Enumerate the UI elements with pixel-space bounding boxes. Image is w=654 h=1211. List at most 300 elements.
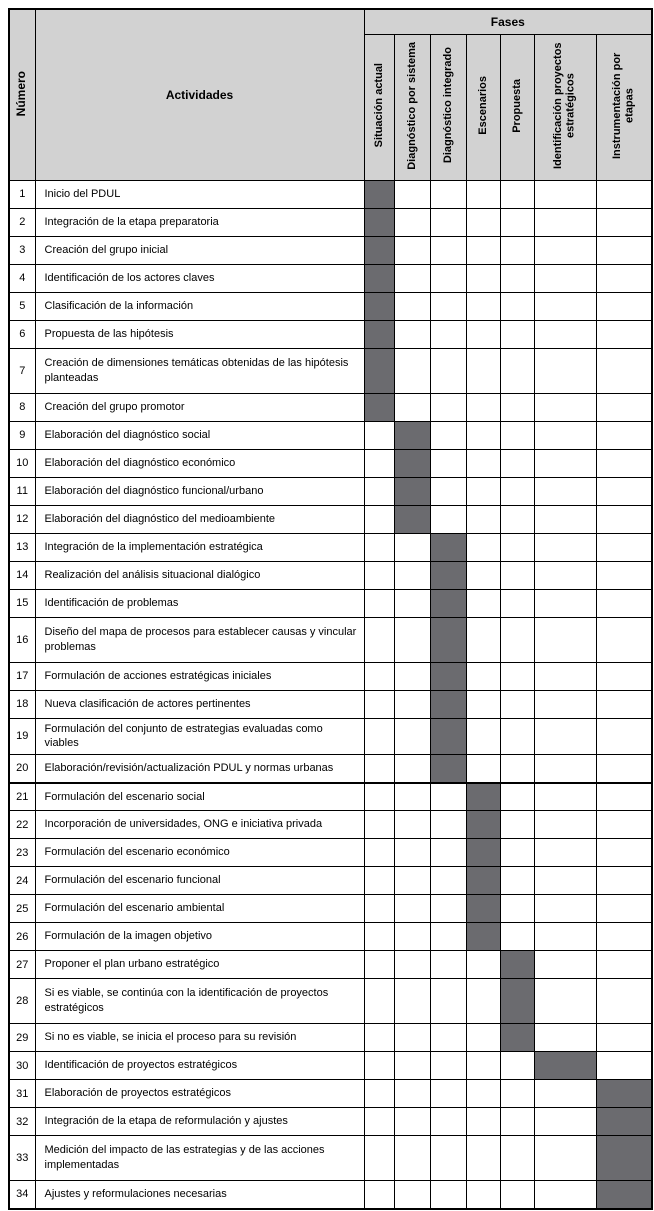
- table-row: [9, 1052, 652, 1080]
- phase-empty-cell: [500, 208, 534, 236]
- phase-empty-cell: [466, 1108, 500, 1136]
- phase-empty-cell: [466, 662, 500, 690]
- phase-empty-cell: [596, 421, 652, 449]
- phase-empty-cell: [534, 292, 596, 320]
- activity-number: 1: [9, 180, 35, 208]
- phase-empty-cell: [394, 320, 430, 348]
- phase-empty-cell: [394, 895, 430, 923]
- phase-empty-cell: [596, 895, 652, 923]
- phase-empty-cell: [534, 1181, 596, 1209]
- phase-empty-cell: [394, 348, 430, 393]
- phase-empty-cell: [364, 561, 394, 589]
- phase-empty-cell: [364, 533, 394, 561]
- phase-empty-cell: [466, 533, 500, 561]
- phase-empty-cell: [534, 1136, 596, 1181]
- phase-empty-cell: [596, 477, 652, 505]
- phase-empty-cell: [534, 348, 596, 393]
- phase-empty-cell: [466, 393, 500, 421]
- phase-empty-cell: [364, 718, 394, 755]
- activity-number: 8: [9, 393, 35, 421]
- phase-label: Instrumentación por etapas: [611, 52, 636, 159]
- phase-empty-cell: [394, 208, 430, 236]
- phase-empty-cell: [364, 589, 394, 617]
- header-fases: [364, 9, 652, 34]
- table-row: [9, 690, 652, 718]
- phase-empty-cell: [500, 839, 534, 867]
- header-phase-diagnostico-integrado: [430, 34, 466, 180]
- phase-empty-cell: [596, 951, 652, 979]
- activity-label: Creación del grupo promotor: [35, 393, 364, 421]
- activity-label: Elaboración del diagnóstico funcional/urbano: [35, 477, 364, 505]
- phase-marker-cell: [500, 1024, 534, 1052]
- phase-empty-cell: [364, 449, 394, 477]
- activity-number: 34: [9, 1181, 35, 1209]
- activity-number: 5: [9, 292, 35, 320]
- phase-empty-cell: [394, 923, 430, 951]
- phase-empty-cell: [364, 505, 394, 533]
- phase-label: Propuesta: [510, 78, 523, 133]
- phase-empty-cell: [534, 867, 596, 895]
- phase-empty-cell: [500, 690, 534, 718]
- phase-empty-cell: [430, 320, 466, 348]
- table-row: [9, 951, 652, 979]
- activity-number: 32: [9, 1108, 35, 1136]
- phase-empty-cell: [534, 264, 596, 292]
- phase-empty-cell: [394, 1181, 430, 1209]
- table-row: [9, 662, 652, 690]
- phase-empty-cell: [364, 979, 394, 1024]
- phase-empty-cell: [364, 477, 394, 505]
- table-row: [9, 755, 652, 783]
- phase-empty-cell: [394, 180, 430, 208]
- phase-empty-cell: [596, 690, 652, 718]
- phase-empty-cell: [500, 1181, 534, 1209]
- activity-label: Diseño del mapa de procesos para establecer causas y vincular problemas: [35, 617, 364, 662]
- activity-number: 29: [9, 1024, 35, 1052]
- activity-label: Si no es viable, se inicia el proceso para su revisión: [35, 1024, 364, 1052]
- phase-empty-cell: [596, 718, 652, 755]
- table-row: [9, 839, 652, 867]
- phase-empty-cell: [364, 755, 394, 783]
- activity-label: Formulación del escenario funcional: [35, 867, 364, 895]
- phase-empty-cell: [500, 1108, 534, 1136]
- phase-empty-cell: [500, 393, 534, 421]
- activity-number: 28: [9, 979, 35, 1024]
- phase-empty-cell: [394, 236, 430, 264]
- phase-empty-cell: [500, 1080, 534, 1108]
- phase-empty-cell: [500, 236, 534, 264]
- phase-marker-cell: [430, 690, 466, 718]
- phase-empty-cell: [430, 264, 466, 292]
- phase-marker-cell: [364, 180, 394, 208]
- phase-empty-cell: [500, 449, 534, 477]
- activity-label: Propuesta de las hipótesis: [35, 320, 364, 348]
- phase-marker-cell: [596, 1108, 652, 1136]
- activity-number: 3: [9, 236, 35, 264]
- phase-marker-cell: [466, 839, 500, 867]
- phase-empty-cell: [500, 421, 534, 449]
- phase-empty-cell: [364, 783, 394, 811]
- table-body: [9, 180, 652, 1209]
- activity-label: Incorporación de universidades, ONG e iniciativa privada: [35, 811, 364, 839]
- table-row: [9, 449, 652, 477]
- phase-empty-cell: [364, 951, 394, 979]
- phase-empty-cell: [596, 348, 652, 393]
- phase-empty-cell: [466, 348, 500, 393]
- phase-empty-cell: [534, 477, 596, 505]
- header-phase-propuesta: [500, 34, 534, 180]
- activity-label: Integración de la implementación estratégica: [35, 533, 364, 561]
- phase-empty-cell: [466, 690, 500, 718]
- activity-number: 13: [9, 533, 35, 561]
- phase-empty-cell: [466, 292, 500, 320]
- activity-label: Formulación del escenario social: [35, 783, 364, 811]
- phase-empty-cell: [430, 292, 466, 320]
- phase-empty-cell: [394, 690, 430, 718]
- phase-empty-cell: [596, 292, 652, 320]
- activity-label: Inicio del PDUL: [35, 180, 364, 208]
- phase-marker-cell: [500, 951, 534, 979]
- phase-empty-cell: [534, 393, 596, 421]
- activity-label: Formulación de la imagen objetivo: [35, 923, 364, 951]
- phase-marker-cell: [466, 923, 500, 951]
- phase-label: Diagnóstico integrado: [441, 47, 454, 164]
- table-row: [9, 895, 652, 923]
- phase-empty-cell: [500, 867, 534, 895]
- table-row: [9, 421, 652, 449]
- activity-number: 30: [9, 1052, 35, 1080]
- phase-empty-cell: [466, 421, 500, 449]
- activity-number: 4: [9, 264, 35, 292]
- phase-empty-cell: [394, 811, 430, 839]
- phase-empty-cell: [466, 236, 500, 264]
- activity-number: 21: [9, 783, 35, 811]
- phase-marker-cell: [430, 617, 466, 662]
- header-row-fases: [9, 9, 652, 34]
- phase-empty-cell: [596, 320, 652, 348]
- phase-empty-cell: [364, 839, 394, 867]
- phase-empty-cell: [596, 617, 652, 662]
- phase-empty-cell: [466, 180, 500, 208]
- phase-empty-cell: [430, 783, 466, 811]
- phase-empty-cell: [500, 348, 534, 393]
- phase-empty-cell: [364, 617, 394, 662]
- activity-label: Formulación del conjunto de estrategias evaluadas como viables: [35, 718, 364, 755]
- phase-empty-cell: [394, 1080, 430, 1108]
- phase-empty-cell: [534, 1108, 596, 1136]
- phase-empty-cell: [534, 180, 596, 208]
- phase-empty-cell: [500, 617, 534, 662]
- phase-empty-cell: [596, 923, 652, 951]
- phase-marker-cell: [466, 811, 500, 839]
- phase-empty-cell: [500, 718, 534, 755]
- activity-label: Creación de dimensiones temáticas obtenidas de las hipótesis planteadas: [35, 348, 364, 393]
- phase-empty-cell: [466, 264, 500, 292]
- phase-empty-cell: [596, 589, 652, 617]
- phase-empty-cell: [430, 951, 466, 979]
- header-phase-escenarios: [466, 34, 500, 180]
- phase-empty-cell: [364, 811, 394, 839]
- activity-number: 27: [9, 951, 35, 979]
- phase-marker-cell: [364, 236, 394, 264]
- phase-empty-cell: [596, 783, 652, 811]
- activity-label: Elaboración del diagnóstico social: [35, 421, 364, 449]
- table-row: [9, 923, 652, 951]
- activity-label: Integración de la etapa de reformulación y ajustes: [35, 1108, 364, 1136]
- phase-empty-cell: [364, 1181, 394, 1209]
- phase-label: Diagnóstico por sistema: [405, 41, 418, 170]
- phase-marker-cell: [364, 393, 394, 421]
- activity-number: 2: [9, 208, 35, 236]
- phase-marker-cell: [500, 979, 534, 1024]
- activity-number: 26: [9, 923, 35, 951]
- header-phase-diagnostico-por-sistema: [394, 34, 430, 180]
- table-row: [9, 1136, 652, 1181]
- phase-empty-cell: [394, 1108, 430, 1136]
- table-row: [9, 477, 652, 505]
- phase-empty-cell: [534, 589, 596, 617]
- phase-empty-cell: [430, 1181, 466, 1209]
- phase-empty-cell: [466, 449, 500, 477]
- phase-marker-cell: [394, 449, 430, 477]
- phase-empty-cell: [430, 421, 466, 449]
- phase-empty-cell: [430, 449, 466, 477]
- phase-marker-cell: [430, 755, 466, 783]
- phase-empty-cell: [500, 755, 534, 783]
- activity-phase-table: [8, 8, 653, 1210]
- phase-empty-cell: [430, 236, 466, 264]
- phase-empty-cell: [596, 1052, 652, 1080]
- activity-label: Medición del impacto de las estrategias y de las acciones implementadas: [35, 1136, 364, 1181]
- phase-empty-cell: [596, 236, 652, 264]
- activity-number: 11: [9, 477, 35, 505]
- phase-empty-cell: [430, 180, 466, 208]
- phase-empty-cell: [394, 839, 430, 867]
- activity-number: 14: [9, 561, 35, 589]
- activity-label: Formulación de acciones estratégicas iniciales: [35, 662, 364, 690]
- header-phase-instrumentacion-por-etapas: [596, 34, 652, 180]
- table-row: [9, 393, 652, 421]
- phase-empty-cell: [364, 1136, 394, 1181]
- phase-empty-cell: [500, 811, 534, 839]
- table-row: [9, 505, 652, 533]
- activity-number: 31: [9, 1080, 35, 1108]
- phase-marker-cell: [364, 348, 394, 393]
- table-row: [9, 320, 652, 348]
- phase-empty-cell: [430, 393, 466, 421]
- table-row: [9, 561, 652, 589]
- activity-label: Ajustes y reformulaciones necesarias: [35, 1181, 364, 1209]
- phase-empty-cell: [394, 979, 430, 1024]
- phase-empty-cell: [534, 718, 596, 755]
- header-actividades-label: Actividades: [165, 87, 234, 102]
- activity-number: 9: [9, 421, 35, 449]
- phase-empty-cell: [430, 839, 466, 867]
- phase-empty-cell: [430, 208, 466, 236]
- phase-empty-cell: [394, 1136, 430, 1181]
- phase-empty-cell: [394, 1024, 430, 1052]
- table-header: [9, 9, 652, 180]
- phase-marker-cell: [364, 320, 394, 348]
- activity-label: Formulación del escenario económico: [35, 839, 364, 867]
- phase-empty-cell: [466, 561, 500, 589]
- phase-empty-cell: [430, 1108, 466, 1136]
- table-row: [9, 1181, 652, 1209]
- phase-empty-cell: [364, 421, 394, 449]
- phase-empty-cell: [466, 718, 500, 755]
- activity-number: 25: [9, 895, 35, 923]
- phase-empty-cell: [500, 505, 534, 533]
- phase-empty-cell: [394, 533, 430, 561]
- phase-empty-cell: [534, 236, 596, 264]
- phase-empty-cell: [466, 1136, 500, 1181]
- table-row: [9, 1108, 652, 1136]
- phase-empty-cell: [466, 617, 500, 662]
- table-row: [9, 867, 652, 895]
- phase-empty-cell: [534, 320, 596, 348]
- phase-marker-cell: [596, 1181, 652, 1209]
- activity-label: Elaboración/revisión/actualización PDUL y normas urbanas: [35, 755, 364, 783]
- phase-empty-cell: [466, 1080, 500, 1108]
- phase-empty-cell: [394, 617, 430, 662]
- phase-empty-cell: [534, 923, 596, 951]
- phase-empty-cell: [430, 348, 466, 393]
- phase-empty-cell: [466, 979, 500, 1024]
- phase-empty-cell: [466, 589, 500, 617]
- phase-empty-cell: [430, 1024, 466, 1052]
- activity-number: 33: [9, 1136, 35, 1181]
- phase-empty-cell: [466, 477, 500, 505]
- table-row: [9, 348, 652, 393]
- activity-label: Nueva clasificación de actores pertinentes: [35, 690, 364, 718]
- table-row: [9, 180, 652, 208]
- phase-empty-cell: [534, 755, 596, 783]
- phase-empty-cell: [394, 783, 430, 811]
- phase-empty-cell: [394, 292, 430, 320]
- phase-empty-cell: [466, 951, 500, 979]
- phase-empty-cell: [394, 1052, 430, 1080]
- phase-empty-cell: [364, 1080, 394, 1108]
- phase-empty-cell: [430, 1052, 466, 1080]
- phase-empty-cell: [364, 895, 394, 923]
- phase-empty-cell: [534, 1024, 596, 1052]
- phase-empty-cell: [430, 1080, 466, 1108]
- phase-empty-cell: [430, 867, 466, 895]
- phase-marker-cell: [394, 477, 430, 505]
- phase-empty-cell: [596, 755, 652, 783]
- activity-label: Realización del análisis situacional dialógico: [35, 561, 364, 589]
- activity-number: 15: [9, 589, 35, 617]
- table-row: [9, 617, 652, 662]
- phase-label: Situación actual: [372, 63, 385, 148]
- phase-marker-cell: [364, 292, 394, 320]
- activity-label: Elaboración del diagnóstico del medioambiente: [35, 505, 364, 533]
- phase-marker-cell: [466, 867, 500, 895]
- phase-empty-cell: [466, 755, 500, 783]
- phase-empty-cell: [596, 180, 652, 208]
- phase-empty-cell: [500, 561, 534, 589]
- phase-empty-cell: [596, 979, 652, 1024]
- phase-empty-cell: [430, 923, 466, 951]
- phase-empty-cell: [430, 895, 466, 923]
- phase-empty-cell: [534, 951, 596, 979]
- phase-empty-cell: [596, 839, 652, 867]
- phase-empty-cell: [430, 979, 466, 1024]
- phase-empty-cell: [500, 783, 534, 811]
- phase-marker-cell: [466, 783, 500, 811]
- phase-empty-cell: [430, 811, 466, 839]
- activity-label: Proponer el plan urbano estratégico: [35, 951, 364, 979]
- activity-label: Identificación de los actores claves: [35, 264, 364, 292]
- activity-number: 24: [9, 867, 35, 895]
- phase-empty-cell: [596, 1024, 652, 1052]
- header-numero: [9, 9, 35, 180]
- activity-number: 18: [9, 690, 35, 718]
- phase-empty-cell: [500, 895, 534, 923]
- phase-empty-cell: [500, 533, 534, 561]
- phase-empty-cell: [596, 867, 652, 895]
- phase-empty-cell: [500, 662, 534, 690]
- table-row: [9, 589, 652, 617]
- phase-empty-cell: [364, 690, 394, 718]
- phase-empty-cell: [534, 617, 596, 662]
- header-fases-label: Fases: [490, 14, 525, 29]
- phase-marker-cell: [466, 895, 500, 923]
- phase-empty-cell: [500, 477, 534, 505]
- table-row: [9, 264, 652, 292]
- table-row: [9, 208, 652, 236]
- phase-marker-cell: [430, 662, 466, 690]
- phase-empty-cell: [466, 505, 500, 533]
- phase-empty-cell: [364, 923, 394, 951]
- phase-empty-cell: [534, 533, 596, 561]
- activity-number: 7: [9, 348, 35, 393]
- header-phase-identificacion-proyectos: [534, 34, 596, 180]
- phase-marker-cell: [430, 718, 466, 755]
- activity-label: Elaboración de proyectos estratégicos: [35, 1080, 364, 1108]
- phase-empty-cell: [534, 811, 596, 839]
- phase-empty-cell: [364, 1108, 394, 1136]
- phase-empty-cell: [394, 951, 430, 979]
- phase-label: Identificación proyectos estratégicos: [552, 42, 577, 169]
- phase-empty-cell: [500, 264, 534, 292]
- phase-empty-cell: [596, 393, 652, 421]
- phase-empty-cell: [394, 589, 430, 617]
- phase-empty-cell: [534, 1080, 596, 1108]
- phase-empty-cell: [500, 180, 534, 208]
- phase-empty-cell: [534, 505, 596, 533]
- phase-empty-cell: [500, 1052, 534, 1080]
- table-row: [9, 811, 652, 839]
- phase-empty-cell: [534, 690, 596, 718]
- phase-empty-cell: [394, 393, 430, 421]
- activity-number: 10: [9, 449, 35, 477]
- table-row: [9, 1024, 652, 1052]
- table-row: [9, 292, 652, 320]
- phase-empty-cell: [430, 505, 466, 533]
- phase-marker-cell: [430, 533, 466, 561]
- activity-label: Creación del grupo inicial: [35, 236, 364, 264]
- activity-label: Identificación de problemas: [35, 589, 364, 617]
- phase-marker-cell: [364, 264, 394, 292]
- phase-empty-cell: [534, 895, 596, 923]
- phase-empty-cell: [430, 1136, 466, 1181]
- phase-empty-cell: [534, 421, 596, 449]
- phase-empty-cell: [500, 292, 534, 320]
- activity-number: 22: [9, 811, 35, 839]
- phase-label: Escenarios: [476, 76, 489, 135]
- phase-marker-cell: [394, 505, 430, 533]
